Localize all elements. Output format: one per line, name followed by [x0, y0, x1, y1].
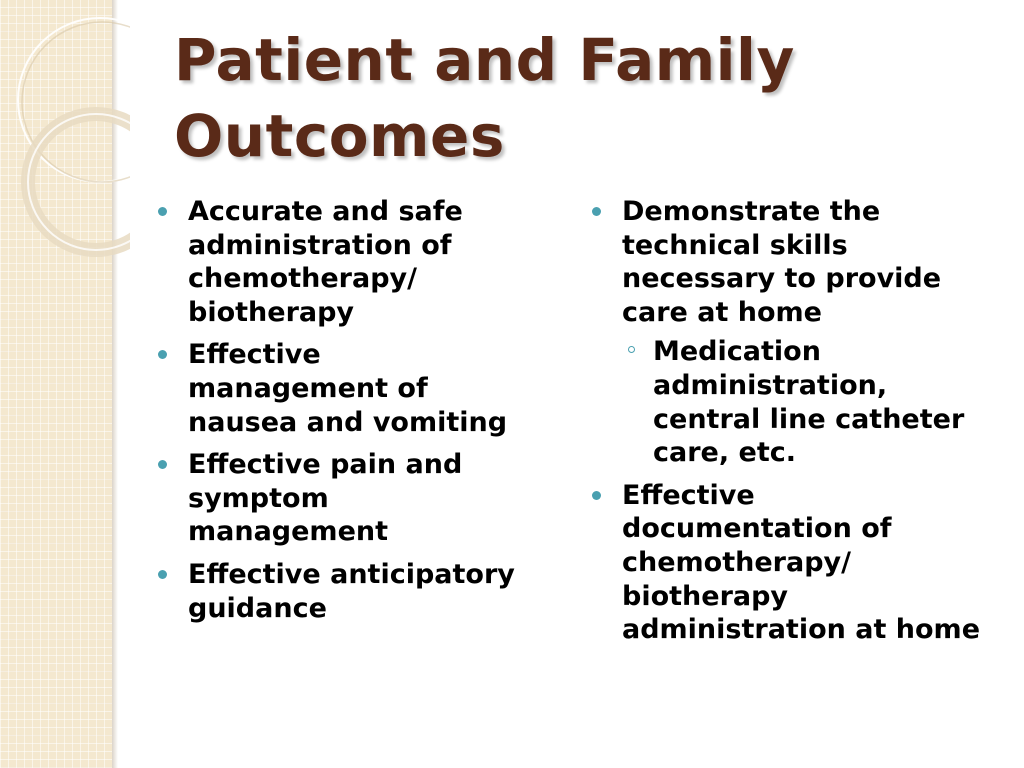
slide-title: Patient and Family Outcomes [174, 26, 795, 170]
bullet-item [158, 195, 518, 329]
bullet-dot-icon [158, 460, 167, 469]
bullet-dot-icon [158, 207, 167, 216]
bullet-dot-icon [592, 491, 601, 500]
right-bullet-list [592, 195, 992, 656]
bullet-dot-icon [592, 207, 601, 216]
sub-bullet-item [622, 335, 992, 469]
bullet-text: Accurate and safe administration of chemotherapy/ biotherapy [188, 196, 463, 328]
bullet-dot-icon [158, 570, 167, 579]
bullet-text: Effective anticipatory guidance [188, 558, 515, 624]
bullet-item [158, 558, 518, 625]
bullet-item [592, 479, 992, 647]
bullet-text: Effective management of nausea and vomiting [188, 339, 508, 438]
bullet-text: Demonstrate the technical skills necessary to provide care at home [622, 196, 942, 328]
bullet-item [158, 448, 518, 549]
decorative-rings [0, 0, 130, 260]
hollow-bullet-icon [628, 346, 635, 353]
bullet-item [158, 338, 518, 439]
sub-bullet-text: Medication administration, central line catheter care, etc. [653, 336, 965, 469]
left-bullet-list [158, 195, 518, 634]
bullet-text: Effective documentation of chemotherapy/ biotherapy administration at home [622, 479, 981, 646]
sub-bullet-list [622, 335, 992, 469]
bullet-item [592, 195, 992, 470]
bullet-text: Effective pain and symptom management [188, 449, 463, 548]
bullet-dot-icon [158, 350, 167, 359]
